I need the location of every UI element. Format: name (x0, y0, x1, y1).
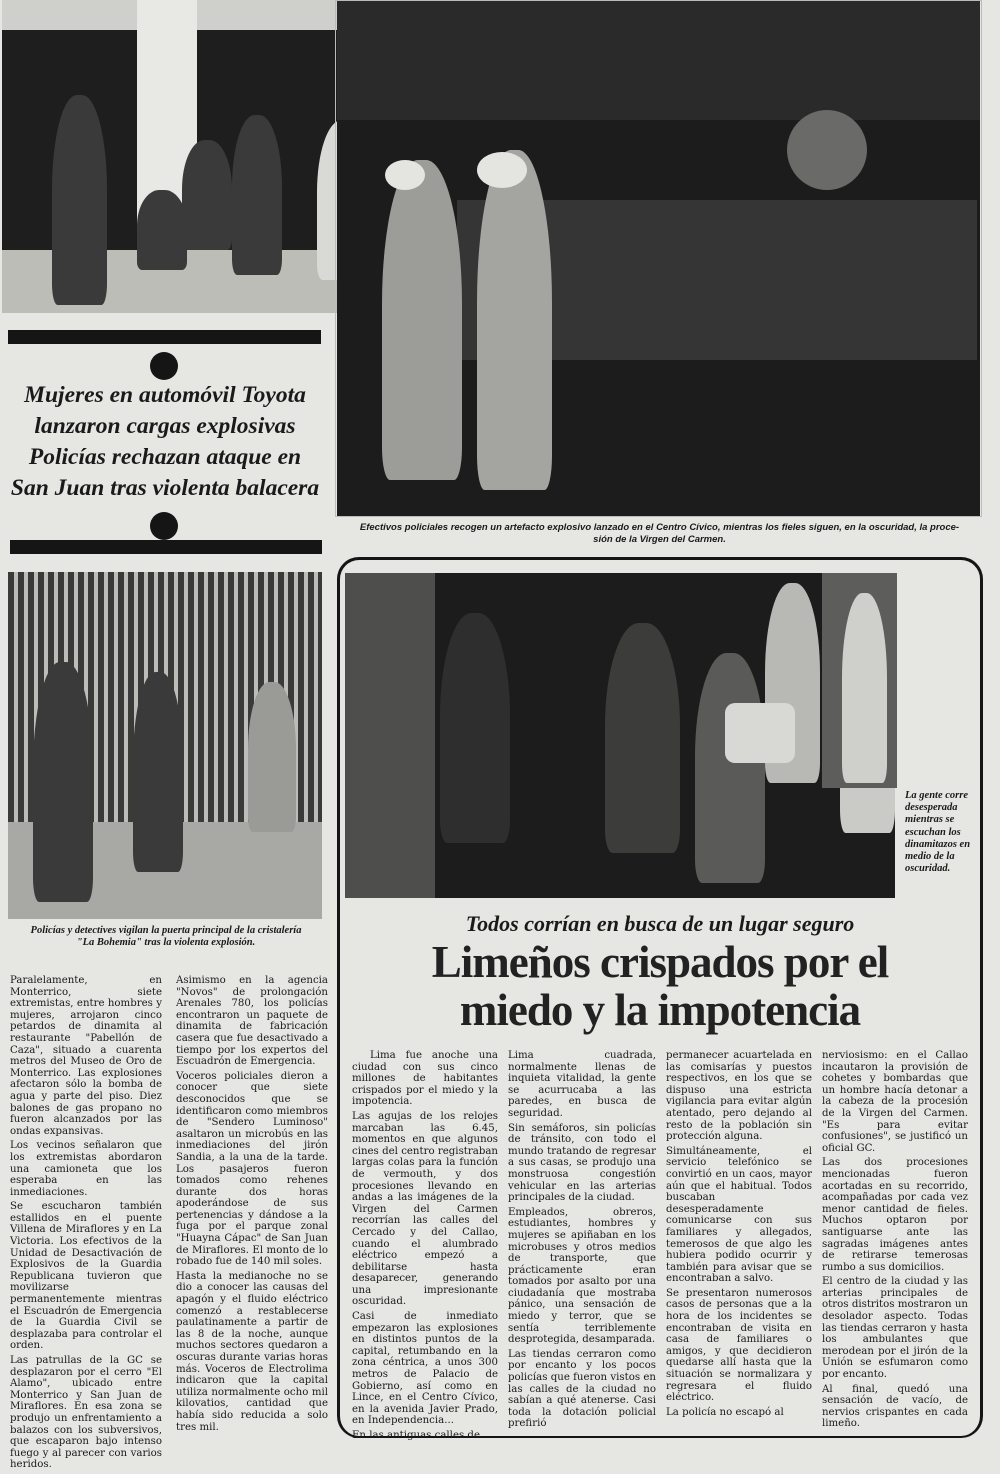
caption-line: Policías y detectives vigilan la puerta principal de la cristalería (30, 925, 302, 936)
main-article-col-1 (352, 1050, 498, 1445)
main-article-col-2 (508, 1050, 656, 1433)
paragraph: Las agujas de los relojes marcaban las 6.45, momentos en que algunos cines del centro registraban largas colas para la función de vermouth, y dos procesiones llevando en andas a las imágenes de la Virgen del Carmen recorrían las calles del Cercado y del Callao, cuando el alumbrado eléctrico empezó a debilitarse hasta desaparecer, generando una impresionante oscuridad. (352, 1110, 498, 1308)
paragraph: Empleados, obreros, estudiantes, hombres y mujeres se apiñaban en los microbuses y otros medios de transporte, que prácticamente eran tomados por asalto por una ciudadanía que mostraba pánico, una sensación de miedo y terror, que se sentía terriblemente desprotegida, desamparada. (508, 1206, 656, 1346)
caption-mid-left-photo (6, 925, 326, 949)
title-line: Limeños crispados por el (431, 937, 889, 987)
headline-line: lanzaron cargas explosivas (34, 413, 296, 439)
paragraph: El centro de la ciudad y las arterias principales de otros distritos mostraron un desolador aspecto. Todas las tiendas cerraron y hasta los ambulantes que merodean por el jirón de la Unión se esfumaron como por encanto. (822, 1276, 968, 1381)
paragraph: En las antiguas calles de (352, 1430, 480, 1441)
paragraph: Se presentaron numerosos casos de personas que a la hora de los incidentes se encontraban de visita en casa de familiares o amigos, y que decidieron quedarse allí hasta que la situación se normalizara y regresara el fluido eléctrico. (666, 1287, 812, 1404)
side-caption-people-running: La gente corre desesperada mientras se escuchan los dinamitazos en medio de la oscuridad. (905, 790, 971, 875)
caption-top-right-photo (337, 522, 982, 546)
photo-border-top-right (335, 0, 982, 517)
paragraph: Los vecinos señalaron que los extremistas abordaron una camioneta que los esperaba en las inmediaciones. (10, 1140, 162, 1198)
main-article-col-4 (822, 1050, 968, 1433)
caption-line: "La Bohemia" tras la violenta explosión. (76, 937, 256, 948)
left-article-col-2 (176, 975, 328, 1436)
photo-people-running-right (822, 573, 897, 788)
paragraph: Las tiendas cerraron como por encanto y los pocos policías que fueron vistos en las calles de la ciudad no sabían a qué atenerse. Casi toda la dotación policial prefirió (508, 1348, 656, 1430)
article-title (345, 938, 975, 1034)
photo-people-running (345, 573, 895, 898)
paragraph: Sin semáforos, sin policías de tránsito, con todo el mundo tratando de regresar a sus casas, se produjo una monstruosa congestión vehicular en las arterias principales de la ciudad. (508, 1122, 656, 1204)
paragraph: Se escucharon también estallidos en el puente Villena de Miraflores y en La Victoria. Los efectivos de la Unidad de Desactivación de Explosivos de la Guardia Republicana tuvieron que movilizarse permanentemente mientras el Escuadrón de Emergencia de la Guardia Civil se desplazaba para controlar el orden. (10, 1201, 162, 1352)
photo-police-inspecting-damage (2, 0, 382, 313)
main-article-col-3 (666, 1050, 812, 1421)
divider-bar-top (8, 330, 321, 344)
headline-line: San Juan tras violenta balacera (10, 475, 320, 501)
bullet-dot (150, 512, 178, 540)
paragraph: Asimismo en la agencia "Novos" de prolongación Arenales 780, los policías encontraron un paquete de dinamita de fabricación casera que fue desactivado a tiempo por los expertos del Escuadrón de Emergencia. (176, 975, 328, 1068)
paragraph: Lima cuadrada, normalmente llenas de inquieta vitalidad, la gente se acurrucaba a las paredes, en busca de seguridad. (508, 1050, 656, 1119)
title-line: miedo y la impotencia (459, 985, 861, 1035)
paragraph: Al final, quedó una sensación de vacío, de nervios crispantes en cada limeño. (822, 1383, 968, 1430)
paragraph: Simultáneamente, el servicio telefónico se convirtió en un caos, mayor aún que el habitual. Todos buscaban desesperadamente comunicarse con sus familiares y allegados, temerosos de que algo les hubiera podido ocurrir y también para avisar que se encontraban a salvo. (666, 1145, 812, 1285)
paragraph: permanecer acuartelada en las comisarías y puestos respectivos, en los que se dispuso una estricta vigilancia para evitar algún atentado, pero dejando al resto de la población sin protección alguna. (666, 1050, 812, 1143)
headline-line: Policías rechazan ataque en (28, 444, 302, 470)
paragraph: nerviosismo: en el Callao incautaron la provisión de cohetes y bombardas que un hombre hacía detonar a la cabeza de la procesión de la Virgen del Carmen. "Es para evitar confusiones", se justificó un oficial GC. (822, 1050, 968, 1154)
paragraph: Lima fue anoche una ciudad con sus cinco millones de habitantes crispados por el miedo y la impotencia. (352, 1050, 498, 1108)
divider-bar-bottom (10, 540, 322, 554)
bullet-dot (150, 352, 178, 380)
photo-cristaleria-la-bohemia (8, 572, 322, 919)
paragraph: Las dos procesiones mencionadas fueron acortadas en su recorrido, acompañadas por cada vez menor cantidad de fieles. Muchos optaron por santiguarse ante las sagradas imágenes antes de retirarse temerosas rumbo a sus domicilios. (822, 1157, 968, 1273)
paragraph: Hasta la medianoche no se dio a conocer las causas del apagón y el fluido eléctrico comenzó a restablecerse paulatinamente a partir de las 8 de la noche, aunque muchos sectores quedaron a oscuras durante varias horas más. Voceros de Electrolima indicaron que la capital utiliza normalmente ocho mil kilovatios, cantidad que había sido reducida a solo tres mil. (176, 1270, 328, 1433)
secondary-headline (0, 380, 330, 504)
headline-line: Mujeres en automóvil Toyota (24, 382, 306, 408)
paragraph: Casi de inmediato empezaron las explosiones en distintos puntos de la capital, retumbando en la zona céntrica, a unos 300 metros de Palacio de Gobierno, así como en Lince, en el Centro Cívico, en la avenida Javier Prado, en Independencia... (352, 1311, 498, 1427)
paragraph: Las patrullas de la GC se desplazaron por el cerro "El Alamo", ubicado entre Monterrico y San Juan de Miraflores. En esa zona se produjo un enfrentamiento a balazos con los subversivos, que escaparon bajo intenso fuego y al parecer con varios heridos. (10, 1355, 162, 1471)
article-kicker: Todos corrían en busca de un lugar seguro (465, 911, 855, 936)
paragraph: La policía no escapó al (666, 1406, 784, 1418)
left-article-col-1 (10, 975, 162, 1474)
paragraph: Voceros policiales dieron a conocer que siete desconocidos que se identificaron como miembros de "Sendero Luminoso" asaltaron un microbús en las inmediaciones del jirón Sandia, a la una de la tarde. Los pasajeros fueron tomados como rehenes durante dos horas apoderándose de sus pertenencias y dándose a la fuga por el parque zonal "Huayna Cápac" de San Juan de Miraflores. El monto de lo robado fue de 140 mil soles. (176, 1070, 328, 1268)
paragraph: Paralelamente, en Monterrico, siete extremistas, entre hombres y mujeres, arrojaron cinco petardos de dinamita al restaurante "Pabellón de Caza", situado a cuarenta metros del Museo de Oro de Monterrico. Las explosiones afectaron sólo la bomba de agua y parte del piso. Diez balones de gas propano no fueron alcanzados por las ondas expansivas. (10, 975, 162, 1137)
caption-line: sión de la Virgen del Carmen. (593, 534, 726, 545)
caption-line: Efectivos policiales recogen un artefacto explosivo lanzado en el Centro Cívico, mientras los fieles siguen, en la oscuridad, la proce- (359, 522, 960, 533)
